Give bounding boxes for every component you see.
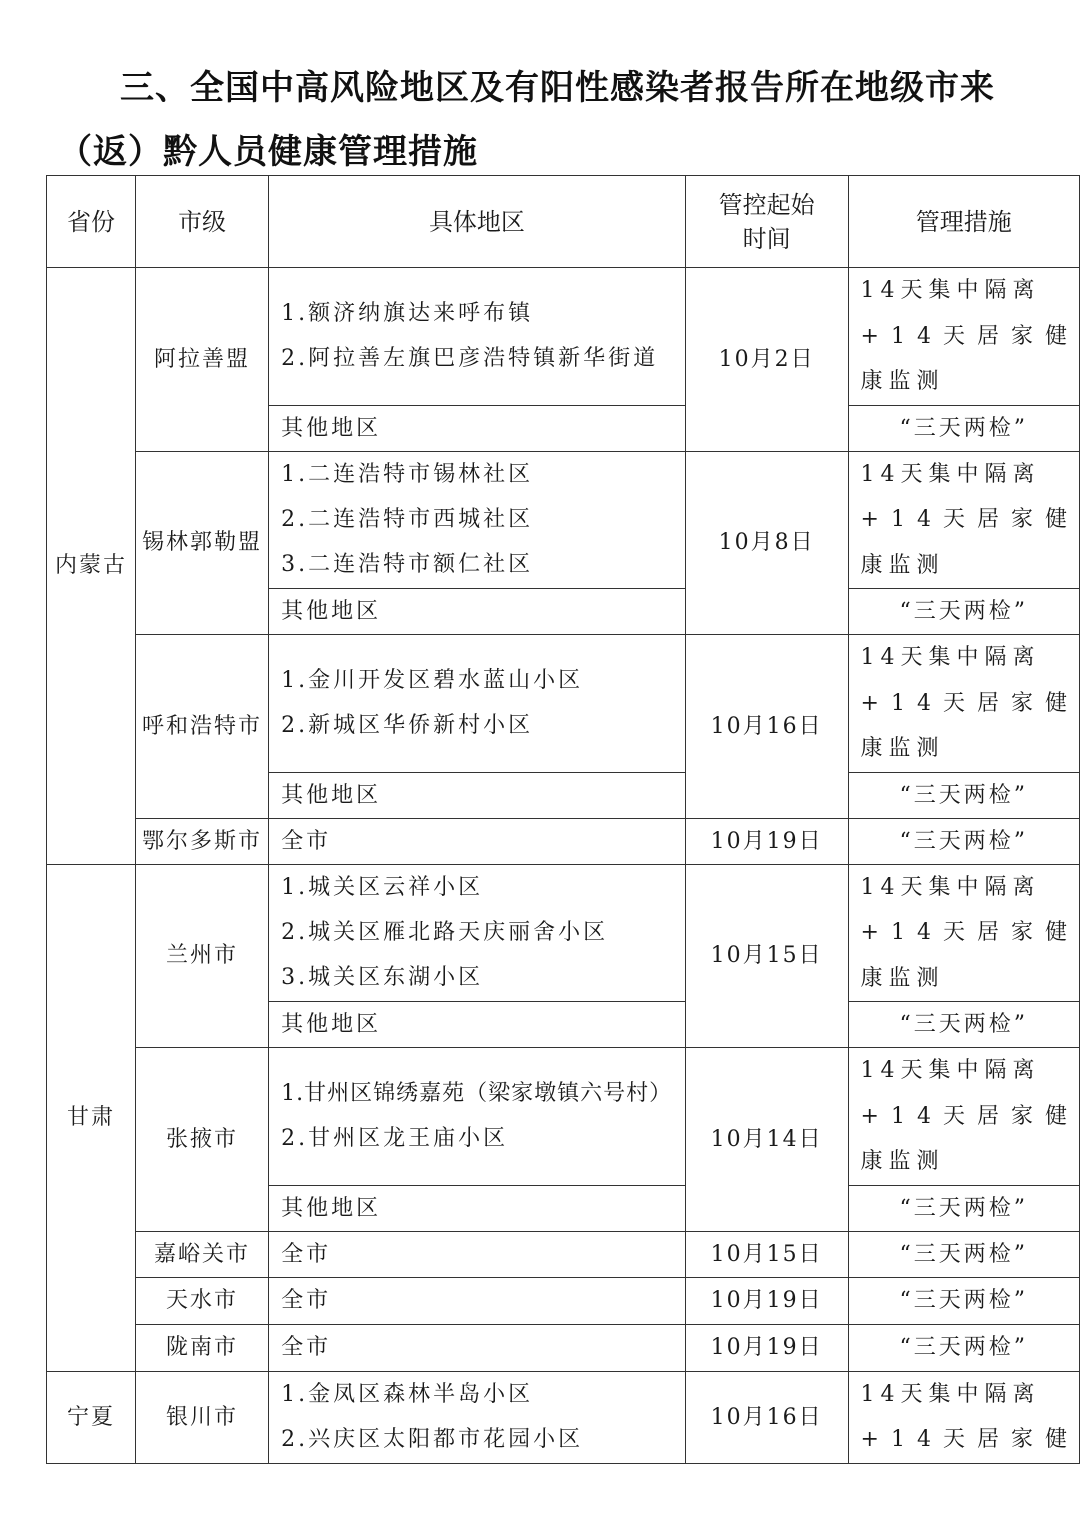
area-list-cell (269, 451, 686, 589)
header-area: 具体地区 (269, 176, 686, 268)
city-cell: 天水市 (135, 1277, 268, 1324)
measure-line: 康监测 (860, 1149, 945, 1174)
table-row (47, 818, 1080, 864)
measure-line: +14天居家健 (860, 690, 1079, 716)
measure-cell: “三天两检” (848, 1277, 1079, 1324)
area-item: 1.二连浩特市锡林社区 (281, 462, 534, 488)
measure-cell: “三天两检” (848, 405, 1079, 451)
header-measure: 管理措施 (848, 176, 1079, 268)
page-title-line-2: （返）黔人员健康管理措施 (58, 132, 478, 172)
table-row (47, 1324, 1080, 1371)
start-time-cell: 10月16日 (685, 635, 848, 819)
other-area-cell: 其他地区 (269, 1185, 686, 1231)
start-time-cell: 10月15日 (685, 1231, 848, 1277)
measure-line: 康监测 (860, 552, 945, 578)
city-cell: 呼和浩特市 (135, 635, 268, 819)
city-cell: 陇南市 (135, 1324, 268, 1371)
header-city: 市级 (135, 176, 268, 268)
start-time-cell: 10月19日 (685, 1277, 848, 1324)
area-item: 2.二连浩特市西城社区 (281, 507, 534, 533)
table-row (47, 635, 1080, 773)
whole-city-cell: 全市 (269, 1324, 686, 1371)
table-row (47, 864, 1080, 1002)
measure-cell: “三天两检” (848, 818, 1079, 864)
table-row (47, 451, 1080, 589)
area-item: 2.新城区华侨新村小区 (281, 713, 534, 739)
measure-line: +14天居家健 (860, 1427, 1079, 1452)
city-cell: 张掖市 (135, 1048, 268, 1232)
other-area-cell: 其他地区 (269, 1002, 686, 1048)
measure-cell (848, 268, 1079, 406)
measure-cell: “三天两检” (848, 589, 1079, 635)
header-start-time-line-1: 管控起始 (718, 190, 815, 219)
measure-line: 14天集中隔离 (860, 1058, 1041, 1083)
header-start-time-line-2: 时间 (742, 224, 791, 253)
header-province: 省份 (47, 176, 136, 268)
area-item: 1.金川开发区碧水蓝山小区 (281, 668, 584, 694)
start-time-cell: 10月19日 (685, 1324, 848, 1371)
start-time-cell: 10月19日 (685, 818, 848, 864)
area-item: 2.兴庆区太阳都市花园小区 (281, 1427, 584, 1452)
table-row (47, 1231, 1080, 1277)
measure-line: +14天居家健 (860, 323, 1079, 349)
measure-cell (848, 635, 1079, 773)
measure-line: 14天集中隔离 (860, 278, 1041, 303)
measure-cell: “三天两检” (848, 1002, 1079, 1048)
area-item: 1.金凤区森林半岛小区 (281, 1382, 534, 1407)
start-time-cell: 10月16日 (685, 1371, 848, 1463)
measure-line: 康监测 (860, 965, 945, 991)
table-row (47, 268, 1080, 406)
measure-cell: “三天两检” (848, 772, 1079, 818)
measure-line: 康监测 (860, 369, 945, 394)
other-area-cell: 其他地区 (269, 405, 686, 451)
table-row (47, 1277, 1080, 1324)
area-item: 2.城关区雁北路天庆丽舍小区 (281, 920, 609, 946)
other-area-cell: 其他地区 (269, 589, 686, 635)
province-cell: 宁夏 (47, 1371, 136, 1463)
area-list-cell (269, 268, 686, 406)
province-cell: 内蒙古 (47, 268, 136, 865)
area-item: 2.阿拉善左旗巴彦浩特镇新华街道 (281, 346, 659, 372)
measure-line: 康监测 (860, 736, 945, 761)
measure-cell (848, 1371, 1079, 1463)
measure-cell (848, 864, 1079, 1002)
start-time-cell: 10月8日 (685, 451, 848, 635)
area-list-cell (269, 1371, 686, 1463)
measure-cell (848, 451, 1079, 589)
measure-cell: “三天两检” (848, 1324, 1079, 1371)
start-time-cell: 10月15日 (685, 864, 848, 1048)
risk-area-table (46, 175, 1080, 1464)
area-item: 1.额济纳旗达来呼布镇 (281, 301, 534, 327)
table-row (47, 1048, 1080, 1186)
city-cell: 鄂尔多斯市 (135, 818, 268, 864)
area-list-cell (269, 635, 686, 773)
area-item: 3.城关区东湖小区 (281, 965, 484, 991)
page-title-line-1: 三、全国中高风险地区及有阳性感染者报告所在地级市来 (120, 68, 995, 108)
province-cell: 甘肃 (47, 864, 136, 1371)
city-cell: 阿拉善盟 (135, 268, 268, 452)
measure-cell: “三天两检” (848, 1231, 1079, 1277)
whole-city-cell: 全市 (269, 1231, 686, 1277)
city-cell: 锡林郭勒盟 (135, 451, 268, 635)
table-header-row (47, 176, 1080, 268)
measure-line: +14天居家健 (860, 1103, 1079, 1129)
city-cell: 嘉峪关市 (135, 1231, 268, 1277)
area-list-cell (269, 864, 686, 1002)
measure-line: +14天居家健 (860, 507, 1079, 532)
measure-line: 14天集中隔离 (860, 461, 1041, 487)
measure-cell (848, 1048, 1079, 1186)
whole-city-cell: 全市 (269, 1277, 686, 1324)
area-item: 3.二连浩特市额仁社区 (281, 552, 534, 578)
measure-line: 14天集中隔离 (860, 645, 1041, 670)
area-list-cell (269, 1048, 686, 1186)
whole-city-cell: 全市 (269, 818, 686, 864)
start-time-cell: 10月14日 (685, 1048, 848, 1232)
measure-line: 14天集中隔离 (860, 1381, 1041, 1407)
header-start-time (685, 176, 848, 268)
measure-line: +14天居家健 (860, 920, 1079, 945)
city-cell: 银川市 (135, 1371, 268, 1463)
area-item: 2.甘州区龙王庙小区 (281, 1126, 509, 1152)
table-row (47, 1371, 1080, 1463)
area-item: 1.城关区云祥小区 (281, 875, 484, 901)
other-area-cell: 其他地区 (269, 772, 686, 818)
start-time-cell: 10月2日 (685, 268, 848, 452)
measure-cell: “三天两检” (848, 1185, 1079, 1231)
city-cell: 兰州市 (135, 864, 268, 1048)
measure-line: 14天集中隔离 (860, 874, 1041, 900)
area-item: 1.甘州区锦绣嘉苑（梁家墩镇六号村） (281, 1081, 673, 1107)
